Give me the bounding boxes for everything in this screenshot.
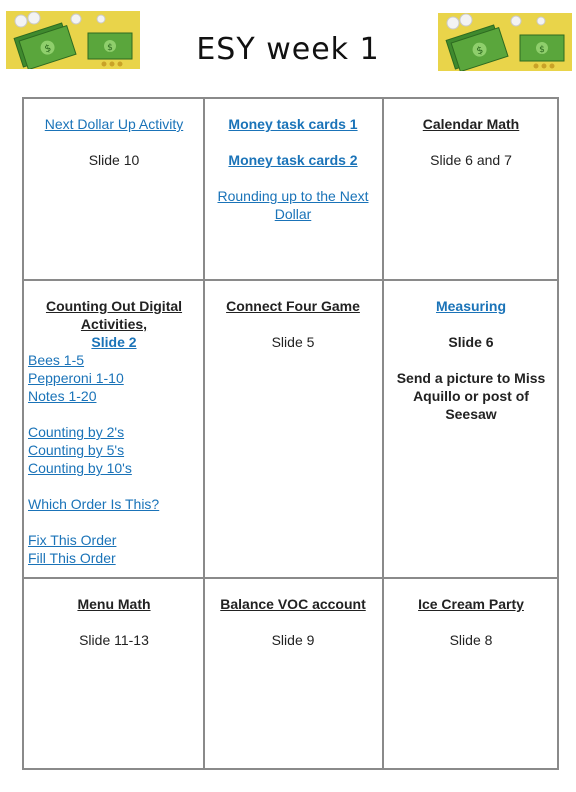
activity-grid [22,97,559,770]
balance-voc-label: Balance VOC account [220,596,366,612]
slide-label: Slide 8 [449,632,493,648]
column-divider [203,99,205,768]
slide-label: Slide 6 and 7 [430,152,512,168]
connect-four-label: Connect Four Game [226,298,360,314]
svg-text:$: $ [43,42,53,56]
cell-r3-c2 [206,595,380,649]
money-task-cards-2-link[interactable]: Money task cards 2 [228,152,358,168]
cell-r1-c1 [26,115,202,169]
column-divider [382,99,384,768]
slide-label: Slide 5 [271,334,315,350]
slide-label: Slide 6 [448,334,494,350]
cell-r2-c1 [28,297,200,567]
cell-r3-c3 [385,595,557,649]
pepperoni-link[interactable]: Pepperoni 1-10 [28,370,124,386]
counting-by-5-link[interactable]: Counting by 5's [28,442,125,458]
next-dollar-up-link[interactable]: Next Dollar Up Activity [44,116,184,132]
which-order-link[interactable]: Which Order Is This? [28,496,160,512]
svg-text:$: $ [539,45,545,55]
cell-r2-c3 [385,297,557,423]
cell-r2-c2 [206,297,380,351]
cell-r1-c3 [385,115,557,169]
notes-link[interactable]: Notes 1-20 [28,388,97,404]
ice-cream-party-label: Ice Cream Party [418,596,524,612]
slide-2-link[interactable]: Slide 2 [91,334,137,350]
slide-label: Slide 10 [88,152,140,168]
bees-link[interactable]: Bees 1-5 [28,352,85,368]
row-divider [24,577,557,579]
money-task-cards-1-link[interactable]: Money task cards 1 [228,116,358,132]
menu-math-label: Menu Math [77,596,151,612]
instructions-text: Send a picture to Miss Aquillo or post of Seesaw [396,370,546,422]
page-title: ESY week 1 [196,32,380,67]
svg-text:$: $ [107,43,113,53]
calendar-math-label: Calendar Math [422,116,520,132]
cell-r3-c1 [26,595,202,649]
fix-this-order-link[interactable]: Fix This Order [28,532,117,548]
rounding-up-link[interactable]: Rounding up to the Next Dollar [217,188,369,222]
cell-r1-c2 [206,115,380,223]
counting-out-heading: Counting Out Digital Activities, [45,298,183,332]
svg-text:$: $ [475,44,485,58]
counting-by-2-link[interactable]: Counting by 2's [28,424,125,440]
row-divider [24,279,557,281]
fill-this-order-link[interactable]: Fill This Order [28,550,116,566]
counting-by-10-link[interactable]: Counting by 10's [28,460,132,476]
slide-label: Slide 11-13 [79,632,149,648]
slide-label: Slide 9 [271,632,315,648]
measuring-link[interactable]: Measuring [435,298,506,314]
